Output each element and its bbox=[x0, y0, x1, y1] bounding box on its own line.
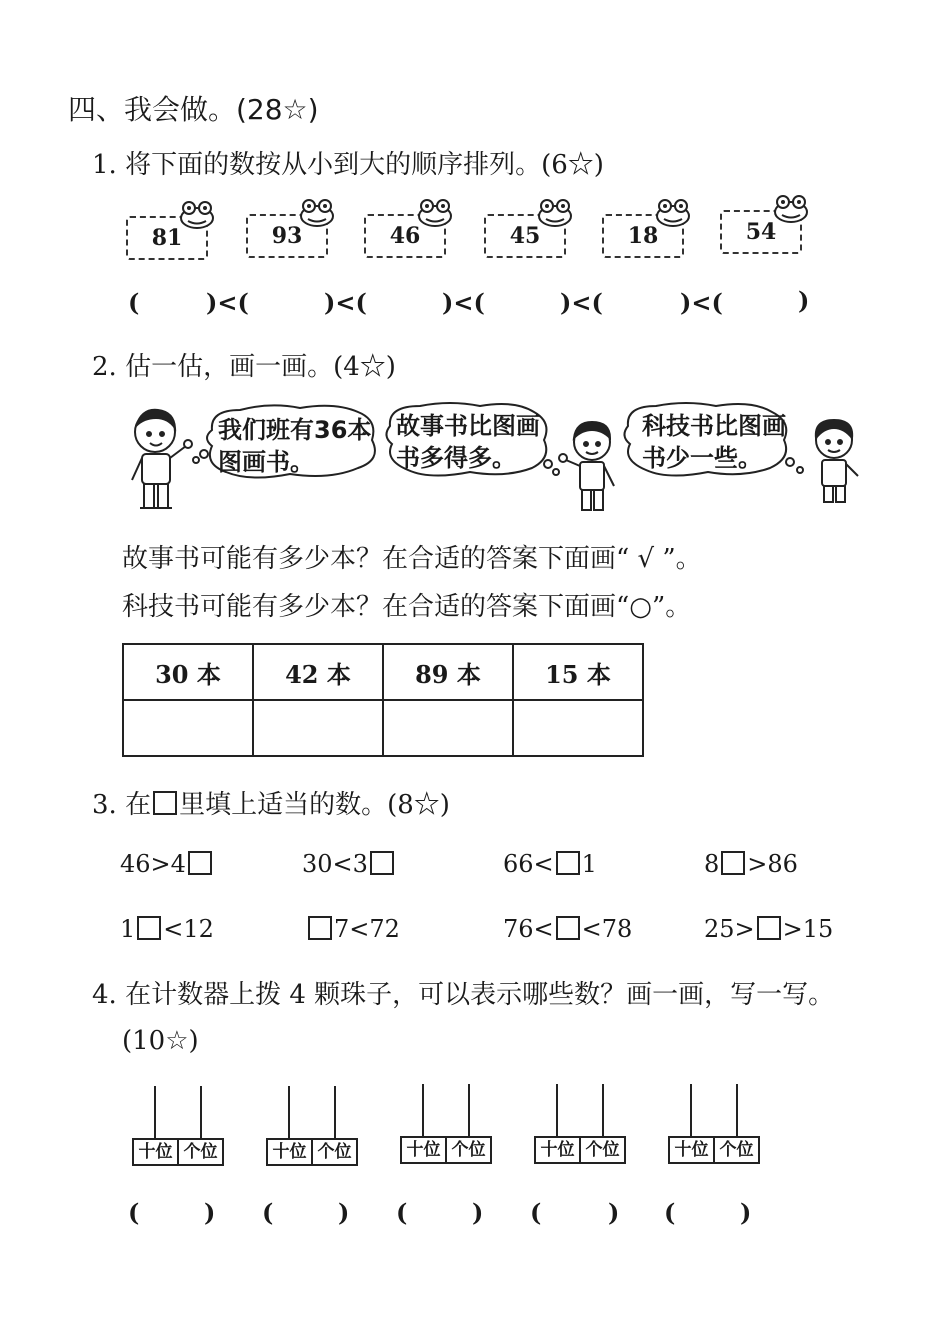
bubble-line: 故事书比图画 bbox=[396, 412, 540, 440]
option-cell: 15 本 bbox=[513, 644, 643, 700]
answer-cell[interactable] bbox=[383, 700, 513, 756]
blank-box[interactable] bbox=[556, 916, 580, 940]
child-figure-icon bbox=[559, 422, 614, 510]
number-card: 45 bbox=[484, 214, 566, 258]
fill-item bbox=[704, 850, 798, 878]
abacus[interactable] bbox=[132, 1086, 224, 1166]
number-card: 54 bbox=[720, 210, 802, 254]
blank-box[interactable] bbox=[757, 916, 781, 940]
tens-label: 十位 bbox=[268, 1140, 313, 1164]
tens-label: 十位 bbox=[670, 1138, 715, 1162]
q4-label: 4. 在计数器上拨 4 颗珠子，可以表示哪些数？画一画，写一写。 bbox=[92, 980, 835, 1010]
ones-label: 个位 bbox=[719, 1140, 754, 1160]
answer-paren-open: ( bbox=[664, 1198, 676, 1227]
answer-paren-open: ( bbox=[530, 1198, 542, 1227]
fill-item bbox=[704, 915, 833, 943]
frog-icon bbox=[654, 198, 692, 228]
ones-label: 个位 bbox=[585, 1140, 620, 1160]
answer-cell[interactable] bbox=[253, 700, 383, 756]
answer-paren: )<( bbox=[442, 288, 485, 317]
answer-cell[interactable] bbox=[513, 700, 643, 756]
answer-paren-open: ( bbox=[262, 1198, 274, 1227]
fill-item bbox=[120, 915, 214, 943]
q2-instruction-science: 科技书可能有多少本？在合适的答案下面画“○”。 bbox=[122, 592, 692, 622]
fill-item bbox=[306, 915, 400, 943]
answer-paren: ( bbox=[128, 288, 140, 317]
blank-box[interactable] bbox=[137, 916, 161, 940]
q3-label-post: 里填上适当的数。(8☆) bbox=[179, 790, 450, 820]
child-figure-icon bbox=[816, 420, 858, 502]
bubble-line: 科技书比图画 bbox=[642, 412, 786, 440]
bubble2-text bbox=[396, 410, 540, 474]
tens-label: 十位 bbox=[134, 1140, 179, 1164]
abacus[interactable] bbox=[534, 1084, 626, 1164]
fill-post: <12 bbox=[163, 915, 214, 943]
answer-paren-close: ) bbox=[204, 1198, 216, 1227]
q2-answer-table bbox=[122, 643, 644, 757]
bubble1-text bbox=[218, 414, 371, 478]
answer-paren-close: ) bbox=[608, 1198, 620, 1227]
answer-cell[interactable] bbox=[123, 700, 253, 756]
tens-label: 十位 bbox=[402, 1138, 447, 1162]
answer-paren: )<( bbox=[206, 288, 249, 317]
abacus[interactable] bbox=[668, 1084, 760, 1164]
answer-paren: )<( bbox=[324, 288, 367, 317]
frog-icon bbox=[416, 198, 454, 228]
fill-item bbox=[302, 850, 396, 878]
frog-icon bbox=[298, 198, 336, 228]
frog-icon bbox=[178, 200, 216, 230]
ones-label: 个位 bbox=[317, 1142, 352, 1162]
abacus[interactable] bbox=[266, 1086, 358, 1166]
blank-box bbox=[153, 791, 177, 815]
frog-icon bbox=[772, 194, 810, 224]
number-card: 18 bbox=[602, 214, 684, 258]
ones-label: 个位 bbox=[183, 1142, 218, 1162]
q4-points: (10☆) bbox=[122, 1026, 199, 1056]
number-card: 81 bbox=[126, 216, 208, 260]
number-card: 46 bbox=[364, 214, 446, 258]
fill-pre: 66< bbox=[503, 850, 554, 878]
blank-box[interactable] bbox=[721, 851, 745, 875]
answer-paren-open: ( bbox=[128, 1198, 140, 1227]
q3-label bbox=[92, 784, 450, 821]
fill-item bbox=[503, 850, 597, 878]
table-row bbox=[123, 644, 643, 700]
fill-pre: 25> bbox=[704, 915, 755, 943]
fill-item bbox=[503, 915, 632, 943]
fill-post: 1 bbox=[581, 850, 597, 878]
number-card: 93 bbox=[246, 214, 328, 258]
bubble-line: 图画书。 bbox=[218, 448, 314, 476]
fill-pre: 76< bbox=[503, 915, 554, 943]
option-cell: 30 本 bbox=[123, 644, 253, 700]
fill-pre: 8 bbox=[704, 850, 720, 878]
answer-paren: )<( bbox=[560, 288, 603, 317]
table-row bbox=[123, 700, 643, 756]
child-figure-icon bbox=[132, 410, 192, 508]
answer-paren-open: ( bbox=[396, 1198, 408, 1227]
option-cell: 42 本 bbox=[253, 644, 383, 700]
q2-instruction-story: 故事书可能有多少本？在合适的答案下面画“ √ ”。 bbox=[122, 544, 702, 574]
blank-box[interactable] bbox=[556, 851, 580, 875]
blank-box[interactable] bbox=[188, 851, 212, 875]
blank-box[interactable] bbox=[308, 916, 332, 940]
bubble-line: 书多得多。 bbox=[396, 444, 516, 472]
answer-paren-close: ) bbox=[740, 1198, 752, 1227]
fill-post: 7<72 bbox=[334, 915, 400, 943]
bubble3-text bbox=[642, 410, 786, 474]
answer-paren: ) bbox=[798, 286, 810, 315]
answer-paren-close: ) bbox=[338, 1198, 350, 1227]
fill-pre: 1 bbox=[120, 915, 136, 943]
answer-paren: )<( bbox=[680, 288, 723, 317]
bubble-line: 书少一些。 bbox=[642, 444, 762, 472]
answer-paren-close: ) bbox=[472, 1198, 484, 1227]
fill-pre: 46>4 bbox=[120, 850, 186, 878]
frog-icon bbox=[536, 198, 574, 228]
section-title: 四、我会做。(28☆) bbox=[68, 93, 319, 126]
fill-item bbox=[120, 850, 214, 878]
q1-label: 1. 将下面的数按从小到大的顺序排列。(6☆) bbox=[92, 150, 604, 180]
option-cell: 89 本 bbox=[383, 644, 513, 700]
fill-post: >15 bbox=[782, 915, 834, 943]
abacus[interactable] bbox=[400, 1084, 492, 1164]
ones-label: 个位 bbox=[451, 1140, 486, 1160]
q2-label: 2. 估一估，画一画。(4☆) bbox=[92, 352, 396, 382]
tens-label: 十位 bbox=[536, 1138, 581, 1162]
fill-pre: 30<3 bbox=[302, 850, 368, 878]
fill-post: <78 bbox=[581, 915, 633, 943]
blank-box[interactable] bbox=[370, 851, 394, 875]
fill-post: >86 bbox=[747, 850, 798, 878]
q3-label-pre: 3. 在 bbox=[92, 790, 152, 820]
bubble-line: 我们班有36本 bbox=[218, 416, 372, 444]
